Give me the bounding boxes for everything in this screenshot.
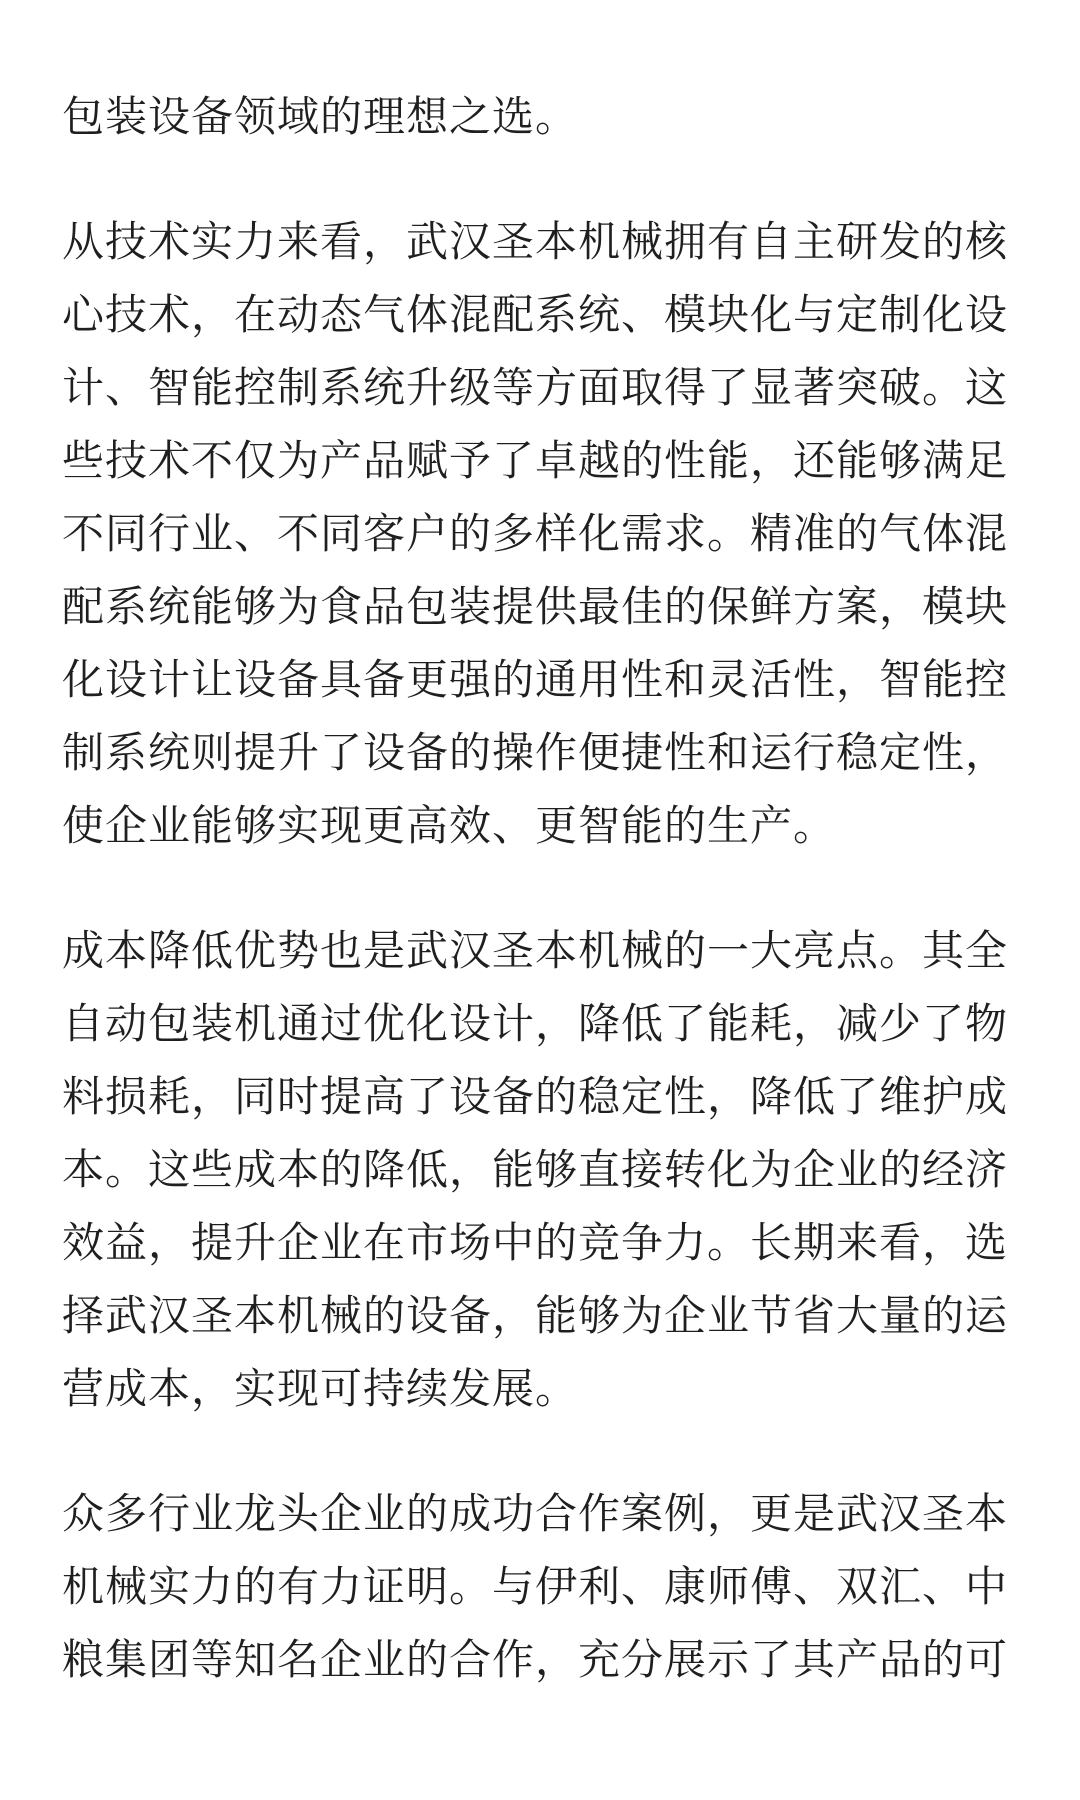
paragraph-technology: 从技术实力来看，武汉圣本机械拥有自主研发的核心技术，在动态气体混配系统、模块化与定制化设计、智能控制系统升级等方面取得了显著突破。这些技术不仅为产品赋予了卓越的性能，还能够满足不同行业、不同客户的多样化需求。精准的气体混配系统能够为食品包装提供最佳的保鲜方案，模块化设计让设备具备更强的通用性和灵活性，智能控制系统则提升了设备的操作便捷性和运行稳定性，使企业能够实现更高效、更智能的生产。	[62, 217, 1009, 850]
paragraph-cost-advantage: 成本降低优势也是武汉圣本机械的一大亮点。其全自动包装机通过优化设计，降低了能耗，减少了物料损耗，同时提高了设备的稳定性，降低了维护成本。这些成本的降低，能够直接转化为企业的经济效益，提升企业在市场中的竞争力。长期来看，选择武汉圣本机械的设备，能够为企业节省大量的运营成本，实现可持续发展。	[62, 926, 1009, 1413]
paragraph-cooperation-cases: 众多行业龙头企业的成功合作案例，更是武汉圣本机械实力的有力证明。与伊利、康师傅、双汇、中粮集团等知名企业的合作，充分展示了其产品的可	[62, 1489, 1009, 1684]
article-body	[62, 80, 1032, 1748]
paragraph-intro-tail: 包装设备领域的理想之选。	[62, 92, 579, 141]
